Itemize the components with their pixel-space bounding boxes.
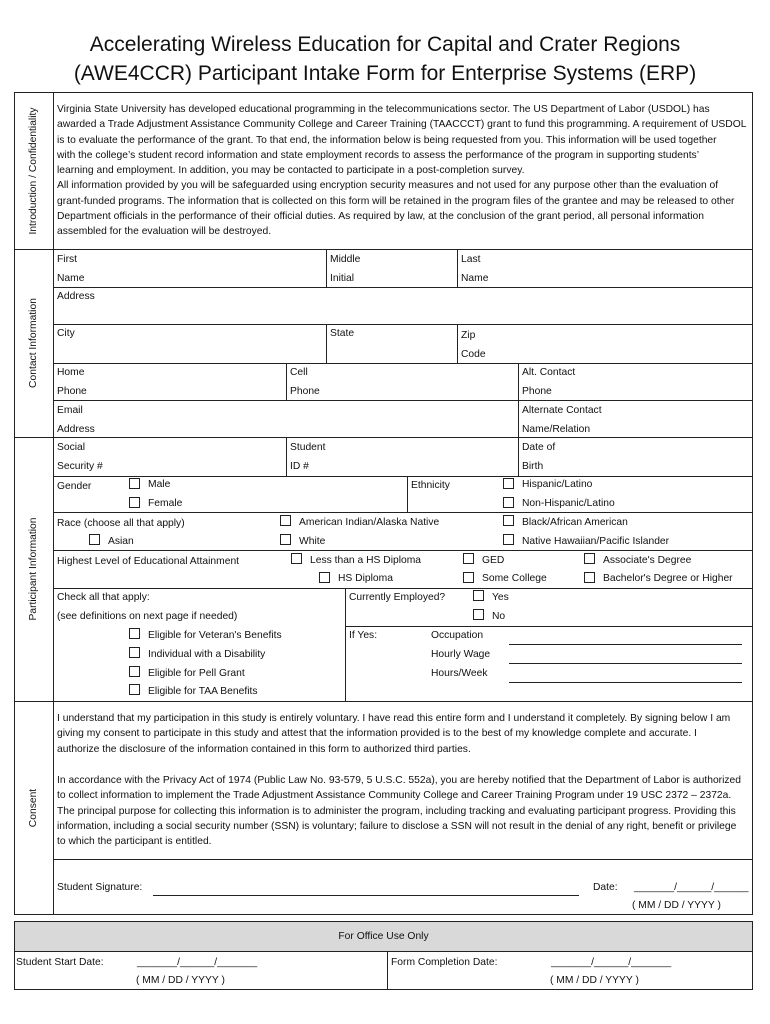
col-divider	[345, 588, 346, 701]
veteran-option-label: Eligible for Veteran's Benefits	[148, 630, 282, 641]
middle-initial-label: Middle	[330, 254, 361, 265]
city-label: City	[57, 328, 75, 339]
consent-line: authorize the disclosure of the information contained in this form to authorized third parties.	[57, 743, 471, 755]
divider-contact	[14, 437, 753, 438]
col-divider	[457, 324, 458, 363]
signature-date-input[interactable]: _______/______/______	[634, 882, 749, 893]
intro-line: learning and employment. In addition, you may be contacted to participate in a post-completion survey.	[57, 165, 525, 177]
gender-label: Gender	[57, 481, 92, 492]
alt-contact-name-label: Name/Relation	[522, 424, 591, 435]
email-address-label: Email	[57, 405, 83, 416]
section-label-intro: Introduction / Confidentiality	[28, 107, 39, 235]
cell-phone-label: Phone	[290, 386, 320, 397]
some-college-option-label: Some College	[482, 573, 547, 584]
non-hispanic-checkbox[interactable]	[503, 497, 514, 508]
male-checkbox[interactable]	[129, 478, 140, 489]
american-indian-checkbox[interactable]	[280, 515, 291, 526]
col-divider	[286, 363, 287, 400]
section-label-participant: Participant Information	[28, 517, 39, 621]
first-name-label: Name	[57, 273, 85, 284]
veteran-checkbox[interactable]	[129, 628, 140, 639]
row-divider	[345, 626, 753, 627]
row-divider	[53, 287, 753, 288]
occupation-label: Occupation	[431, 630, 484, 641]
ssn-label: Social	[57, 442, 86, 453]
ged-checkbox[interactable]	[463, 553, 474, 564]
alt-contact-name-label: Alternate Contact	[522, 405, 602, 416]
consent-line: I understand that my participation in this study is entirely voluntary. I have read this entire form and I understand it completely. By signing below I am	[57, 713, 731, 724]
row-divider	[53, 550, 753, 551]
see-definitions-note: (see definitions on next page if needed)	[57, 611, 238, 622]
intro-line: with the college’s student record information and state employment records to assess the performance of the program in supporting students’	[57, 149, 699, 161]
hs-diploma-option-label: HS Diploma	[338, 573, 393, 584]
female-option-label: Female	[148, 498, 183, 509]
student-start-date-format: ( MM / DD / YYYY )	[136, 975, 225, 986]
employed-no-checkbox[interactable]	[473, 609, 484, 620]
section-label-contact: Contact Information	[28, 298, 39, 388]
date-of-birth-label: Birth	[522, 461, 544, 472]
alt-contact-phone-label: Alt. Contact	[522, 367, 576, 378]
consent-paragraph-1	[57, 711, 751, 757]
asian-option-label: Asian	[108, 536, 134, 547]
non-hispanic-option-label: Non-Hispanic/Latino	[522, 498, 615, 509]
black-option-label: Black/African American	[522, 517, 628, 528]
ged-option-label: GED	[482, 555, 505, 566]
intro-line: awarded a Trade Adjustment Assistance Community College and Career Training (TAACCCT) grant to fund this programming. A requirement of USDOL	[57, 119, 747, 131]
employed-yes-label: Yes	[492, 592, 509, 603]
col-divider	[407, 476, 408, 512]
row-divider	[53, 363, 753, 364]
intro-line: All information provided by you will be safeguarded using encryption security measures and not used for any purpose other than the evaluation of	[57, 180, 719, 192]
less-than-hs-option-label: Less than a HS Diploma	[310, 555, 422, 566]
col-divider	[518, 400, 519, 437]
office-use-header	[14, 921, 753, 952]
taa-benefits-option-label: Eligible for TAA Benefits	[148, 686, 258, 697]
hispanic-option-label: Hispanic/Latino	[522, 479, 593, 490]
hours-week-input-line[interactable]	[509, 682, 742, 683]
intro-line: Virginia State University has developed educational programming in the telecommunications sector. The US Department of Labor (USDOL) has	[57, 104, 710, 115]
if-yes-label: If Yes:	[349, 630, 378, 641]
col-divider	[518, 437, 519, 476]
col-divider	[457, 249, 458, 287]
student-signature-label: Student Signature:	[57, 882, 143, 893]
check-all-label: Check all that apply:	[57, 592, 150, 603]
signature-date-format: ( MM / DD / YYYY )	[632, 900, 721, 911]
ssn-label: Security #	[57, 461, 103, 472]
consent-line: giving my consent to participate in this study and attest that the information provided is to the best of my knowledge complete and accurate. I	[57, 728, 697, 740]
middle-initial-label: Initial	[330, 273, 355, 284]
privacy-act-paragraph	[57, 773, 751, 849]
row-divider	[53, 400, 753, 401]
email-address-label: Address	[57, 424, 95, 435]
hourly-wage-label: Hourly Wage	[431, 649, 491, 660]
white-option-label: White	[299, 536, 326, 547]
section-label-consent: Consent	[28, 788, 39, 828]
student-id-label: Student	[290, 442, 326, 453]
female-checkbox[interactable]	[129, 497, 140, 508]
signature-divider	[53, 859, 753, 860]
form-title-line1: Accelerating Wireless Education for Capital and Crater Regions	[89, 33, 681, 56]
office-col-divider	[387, 952, 388, 990]
hawaiian-checkbox[interactable]	[503, 534, 514, 545]
intro-line: assembled for the evaluation will be destroyed.	[57, 226, 272, 238]
zip-code-label: Code	[461, 349, 486, 360]
col-divider	[286, 437, 287, 476]
associate-checkbox[interactable]	[584, 553, 595, 564]
home-phone-label: Phone	[57, 386, 87, 397]
privacy-line: to collect information to implement the Trade Adjustment Assistance Community College and Career Training Program under 19 USC 2372 – 2372a.	[57, 790, 732, 802]
hs-diploma-checkbox[interactable]	[319, 572, 330, 583]
intro-line: grant-funded programs. The information that is collected on this form will be retained in the program files of the grantee and may be released to other	[57, 195, 735, 207]
asian-checkbox[interactable]	[89, 534, 100, 545]
last-name-label: Name	[461, 273, 489, 284]
privacy-line: In accordance with the Privacy Act of 1974 (Public Law No. 93-579, 5 U.S.C. 552a), you are hereby notified that the Department of Labor is authorized	[57, 775, 741, 786]
divider-participant	[14, 701, 753, 702]
disability-option-label: Individual with a Disability	[148, 649, 266, 660]
white-checkbox[interactable]	[280, 534, 291, 545]
hourly-wage-input-line[interactable]	[509, 663, 742, 664]
first-name-label: First	[57, 254, 78, 265]
some-college-checkbox[interactable]	[463, 572, 474, 583]
form-completion-date-label: Form Completion Date:	[391, 957, 498, 968]
black-checkbox[interactable]	[503, 515, 514, 526]
last-name-label: Last	[461, 254, 481, 265]
intro-line: is to evaluate the performance of the grant. To that end, the information below is being requested from you. This information will be used together	[57, 134, 717, 146]
american-indian-option-label: American Indian/Alaska Native	[299, 517, 440, 528]
date-of-birth-label: Date of	[522, 442, 556, 453]
pell-grant-option-label: Eligible for Pell Grant	[148, 668, 245, 679]
state-label: State	[330, 328, 355, 339]
bachelor-option-label: Bachelor's Degree or Higher	[603, 573, 733, 584]
home-phone-label: Home	[57, 367, 85, 378]
section-divider	[53, 92, 54, 915]
disability-checkbox[interactable]	[129, 647, 140, 658]
privacy-line: information, including a social security number (SSN) is voluntary; failure to disclose a SSN will not result in the denial of any right, benefit or privilege	[57, 820, 737, 832]
occupation-input-line[interactable]	[509, 644, 742, 645]
form-completion-date-format: ( MM / DD / YYYY )	[550, 975, 639, 986]
privacy-line: to which the participant is entitled.	[57, 836, 212, 848]
cell-phone-label: Cell	[290, 367, 308, 378]
hispanic-checkbox[interactable]	[503, 478, 514, 489]
student-start-date-input[interactable]: _______/______/_______	[137, 957, 258, 968]
row-divider	[53, 476, 753, 477]
race-label: Race (choose all that apply)	[57, 518, 185, 529]
employed-label: Currently Employed?	[349, 592, 446, 603]
col-divider	[326, 249, 327, 287]
intro-line: Department officials in the performance of their official duties. As required by law, at the conclusion of the grant period, all personal information	[57, 211, 704, 223]
col-divider	[326, 324, 327, 363]
taa-benefits-checkbox[interactable]	[129, 684, 140, 695]
student-id-label: ID #	[290, 461, 309, 472]
education-label: Highest Level of Educational Attainment	[57, 556, 240, 567]
male-option-label: Male	[148, 479, 171, 490]
divider-intro	[14, 249, 753, 250]
student-start-date-label: Student Start Date:	[16, 957, 104, 968]
ethnicity-label: Ethnicity	[411, 480, 450, 491]
privacy-line: The principal purpose for collecting this information is to administer the program, including tracking and evaluating participant progress. Providing this	[57, 805, 736, 817]
row-divider	[53, 324, 753, 325]
hawaiian-option-label: Native Hawaiian/Pacific Islander	[522, 536, 670, 547]
zip-code-label: Zip	[461, 330, 476, 341]
associate-option-label: Associate's Degree	[603, 555, 692, 566]
intro-text	[57, 102, 749, 240]
signature-date-label: Date:	[593, 882, 618, 893]
pell-grant-checkbox[interactable]	[129, 666, 140, 677]
employed-yes-checkbox[interactable]	[473, 590, 484, 601]
form-title-line2: (AWE4CCR) Participant Intake Form for Enterprise Systems (ERP)	[73, 62, 697, 85]
form-completion-date-input[interactable]: _______/______/_______	[551, 957, 672, 968]
col-divider	[518, 363, 519, 400]
bachelor-checkbox[interactable]	[584, 572, 595, 583]
alt-contact-phone-label: Phone	[522, 386, 552, 397]
address-label: Address	[57, 291, 95, 302]
signature-input-line[interactable]	[153, 895, 579, 896]
office-use-heading: For Office Use Only	[338, 931, 429, 942]
employed-no-label: No	[492, 611, 506, 622]
hours-week-label: Hours/Week	[431, 668, 488, 679]
less-than-hs-checkbox[interactable]	[291, 553, 302, 564]
row-divider	[53, 512, 753, 513]
row-divider	[53, 588, 753, 589]
